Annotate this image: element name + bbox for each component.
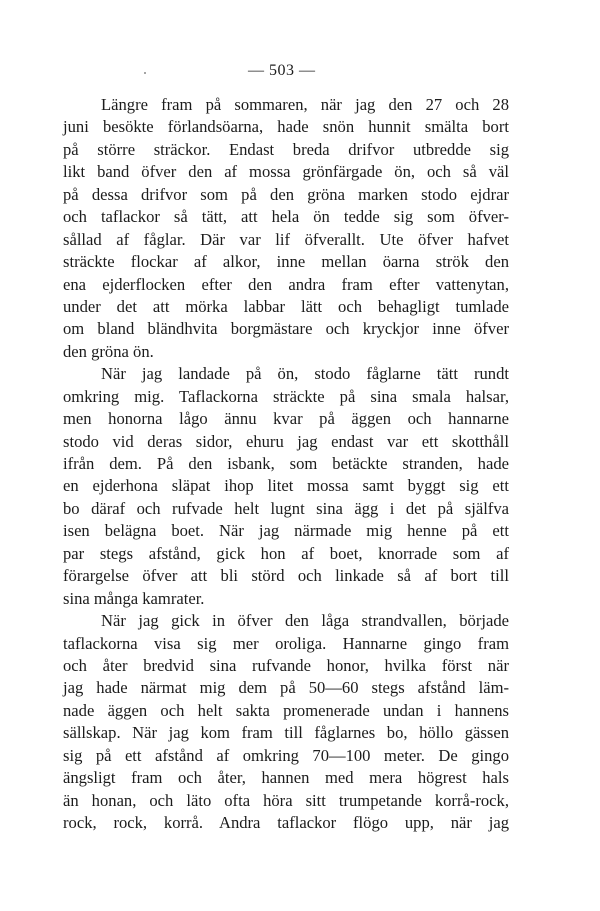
paragraph bbox=[63, 610, 509, 834]
text-line: om bland bländhvita borgmästare och kryckjor inne öfver bbox=[63, 319, 509, 339]
text-line: sig på ett afstånd af omkring 70—100 meter. De gingo bbox=[63, 745, 509, 765]
text-line: den gröna ön. bbox=[63, 341, 154, 361]
paragraph bbox=[63, 363, 509, 610]
text-line: sina många kamrater. bbox=[63, 588, 205, 608]
text-line: och taflackor så tätt, att hela ön tedde sig som öfver- bbox=[63, 207, 509, 227]
text-line: under det att mörka labbar lätt och behagligt tumlade bbox=[63, 296, 509, 316]
text-line: Längre fram på sommaren, när jag den 27 och 28 bbox=[101, 95, 509, 114]
text-line: men honorna lågo ännu kvar på äggen och hannarne bbox=[63, 409, 509, 429]
text-line: juni besökte förlandsöarna, hade snön hunnit smälta bort bbox=[63, 117, 509, 137]
text-line: och åter bredvid sina rufvande honor, hvilka först när bbox=[63, 655, 509, 675]
text-line: likt band öfver den af mossa grönfärgade ön, och så väl bbox=[63, 162, 509, 182]
text-line: förargelse öfver att bli störd och linkade så af bort till bbox=[63, 566, 509, 586]
text-line: sträckte flockar af alkor, inne mellan öarna strök den bbox=[63, 252, 509, 272]
text-line: När jag landade på ön, stodo fåglarne tätt rundt bbox=[101, 364, 509, 384]
text-line: ifrån dem. På den isbank, som betäckte stranden, hade bbox=[63, 454, 509, 473]
print-speck bbox=[144, 72, 146, 74]
text-line: bo däraf och rufvade helt lugnt sina ägg i det på själfva bbox=[63, 498, 509, 518]
text-line: När jag gick in öfver den låga strandvallen, började bbox=[101, 611, 509, 631]
text-line: rock, rock, korrå. Andra taflackor flögo upp, när jag bbox=[63, 813, 509, 832]
text-line: nade äggen och helt sakta promenerade undan i hannens bbox=[63, 700, 509, 720]
text-line: par stegs afstånd, gick hon af boet, knorrade som af bbox=[63, 543, 509, 563]
text-line: taflackorna visa sig mer oroliga. Hannarne gingo fram bbox=[63, 633, 509, 653]
paragraph bbox=[63, 94, 509, 363]
text-line: ena ejderflocken efter den andra fram efter vattenytan, bbox=[63, 274, 509, 294]
text-line: stodo vid deras sidor, ehuru jag endast var ett skotthåll bbox=[63, 431, 509, 451]
text-line: på större sträckor. Endast breda drifvor utbredde sig bbox=[63, 139, 509, 159]
text-line: isen belägna boet. När jag närmade mig henne på ett bbox=[63, 521, 509, 541]
text-line: sällskap. När jag kom fram till fåglarnes bo, höllo gässen bbox=[63, 723, 509, 743]
text-line: på dessa drifvor som på den gröna marken stodo ejdrar bbox=[63, 184, 509, 204]
page-number: — 503 — bbox=[248, 62, 316, 79]
text-line: sållad af fåglar. Där var lif öfverallt. Ute öfver hafvet bbox=[63, 229, 509, 249]
text-line: jag hade närmat mig dem på 50—60 stegs afstånd läm- bbox=[63, 678, 509, 698]
text-line: omkring mig. Taflackorna sträckte på sina smala halsar, bbox=[63, 386, 509, 406]
text-line: ängsligt fram och åter, hannen med mera högrest hals bbox=[63, 768, 509, 788]
text-line: än honan, och läto ofta höra sitt trumpetande korrå-rock, bbox=[63, 790, 509, 810]
text-line: en ejderhona släpat ihop litet mossa samt byggt sig ett bbox=[63, 476, 509, 496]
body-text bbox=[63, 94, 509, 834]
